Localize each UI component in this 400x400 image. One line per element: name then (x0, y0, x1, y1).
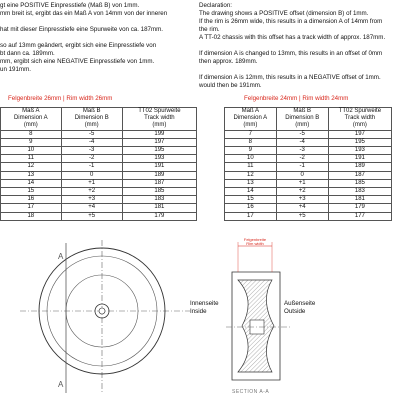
table-cell: 15 (225, 196, 277, 204)
table-row (1, 163, 197, 171)
table-row (225, 147, 392, 155)
table-cell: 0 (276, 171, 328, 179)
english-line: A TT-02 chassis with this offset has a track width of approx. 187mm. (199, 34, 386, 41)
table-cell: -3 (276, 147, 328, 155)
table-row (225, 212, 392, 220)
table-cell: -5 (61, 130, 122, 138)
table-cell: 195 (328, 138, 391, 146)
table-header-row (1, 108, 197, 131)
table-cell: 187 (122, 179, 196, 187)
table-row (1, 147, 197, 155)
german-line: gt eine POSITIVE Einpresstiefe (Maß B) von 1mm. (0, 2, 140, 9)
table-cell: 12 (1, 163, 62, 171)
table-cell: 187 (328, 171, 391, 179)
table-cell: 9 (225, 147, 277, 155)
table-cell: -2 (61, 155, 122, 163)
table-cell: -2 (276, 155, 328, 163)
table-row (1, 179, 197, 187)
table-cell: 16 (225, 204, 277, 212)
table-cell: +4 (61, 204, 122, 212)
german-line: so auf 13mm geändert, ergibt sich eine Einpresstiefe von (0, 42, 157, 49)
table-cell: -1 (61, 163, 122, 171)
table-cell: +1 (61, 179, 122, 187)
rim-width-label: Felgenbreite Rim width (243, 237, 267, 246)
table-cell: +5 (276, 212, 328, 220)
table-cell: 189 (122, 171, 196, 179)
english-line: the rim. (199, 26, 220, 33)
table-cell: -1 (276, 163, 328, 171)
table-cell: 193 (122, 155, 196, 163)
table-cell: 183 (122, 196, 196, 204)
wheel-front-view (0, 235, 200, 400)
german-line: mm breit ist, ergibt das ein Maß A von 14mm von der inneren (0, 10, 168, 17)
table-right-caption: Felgenbreite 24mm | Rim width 24mm (244, 95, 349, 102)
table-cell: 13 (225, 179, 277, 187)
table-cell: 185 (328, 179, 391, 187)
english-line: then approx. 189mm. (199, 58, 258, 65)
table-left-caption: Felgenbreite 26mm | Rim width 26mm (8, 95, 113, 102)
table-cell: +5 (61, 212, 122, 220)
english-line: Declaration: (199, 2, 233, 9)
table-cell: 14 (225, 188, 277, 196)
table-cell: 13 (1, 171, 62, 179)
table-cell: 181 (328, 196, 391, 204)
table-cell: 197 (122, 138, 196, 146)
table-header-row (225, 108, 392, 131)
table-row (225, 188, 392, 196)
table-cell: -5 (276, 130, 328, 138)
inside-label: Innenseite Inside (190, 300, 219, 315)
table-cell: 185 (122, 188, 196, 196)
table-cell: 179 (328, 204, 391, 212)
table-row (1, 196, 197, 204)
table-right (224, 107, 392, 221)
section-marker-top: A (58, 252, 64, 261)
german-line: un 191mm. (0, 66, 31, 73)
table-cell: -3 (61, 147, 122, 155)
english-line: The drawing shows a POSITIVE offset (dimension B) of 1mm. (199, 10, 369, 17)
table-row (1, 155, 197, 163)
table-cell: 191 (328, 155, 391, 163)
table-cell: 18 (1, 212, 62, 220)
table-cell: 191 (122, 163, 196, 171)
table-cell: +4 (276, 204, 328, 212)
table-cell: 193 (328, 147, 391, 155)
table-cell: -4 (276, 138, 328, 146)
table-cell: 197 (328, 130, 391, 138)
english-line: If dimension A is changed to 13mm, this results in an offset of 0mm (199, 50, 383, 57)
table-cell: 177 (328, 212, 391, 220)
table-row (1, 138, 197, 146)
table-row (1, 130, 197, 138)
table-row (1, 204, 197, 212)
english-line: If dimension A is 12mm, this results in a NEGATIVE offset of 1mm. (199, 74, 381, 81)
table-cell: +2 (61, 188, 122, 196)
german-line: hat mit dieser Einpresstiefe eine Spurweite von ca. 187mm. (0, 26, 164, 33)
english-line: would then be 191mm. (199, 82, 262, 89)
table-cell: 11 (1, 155, 62, 163)
table-cell: 7 (225, 130, 277, 138)
table-cell: 179 (122, 212, 196, 220)
table-cell: 189 (328, 163, 391, 171)
table-cell: 0 (61, 171, 122, 179)
table-cell: 183 (328, 188, 391, 196)
table-cell: +2 (276, 188, 328, 196)
table-cell: 16 (1, 196, 62, 204)
table-cell: 8 (1, 130, 62, 138)
table-header-cell: TT02 Spurweite Track width (mm) (122, 108, 196, 131)
table-cell: 10 (225, 155, 277, 163)
table-row (225, 204, 392, 212)
table-cell: 181 (122, 204, 196, 212)
table-cell: 11 (225, 163, 277, 171)
english-line: If the rim is 26mm wide, this results in a dimension A of 14mm from (199, 18, 383, 25)
table-cell: +1 (276, 179, 328, 187)
table-cell: 12 (225, 171, 277, 179)
table-row (225, 179, 392, 187)
table-row (225, 155, 392, 163)
table-cell: 14 (1, 179, 62, 187)
table-cell: 9 (1, 138, 62, 146)
table-header-cell: Maß A Dimension A (mm) (225, 108, 277, 131)
german-line: mm, ergibt sich eine NEGATIVE Einpresstiefe von 1mm. (0, 58, 155, 65)
table-cell: -4 (61, 138, 122, 146)
table-row (1, 188, 197, 196)
table-header-cell: Maß A Dimension A (mm) (1, 108, 62, 131)
table-header-cell: Maß B Dimension B (mm) (61, 108, 122, 131)
table-row (225, 163, 392, 171)
table-cell: 199 (122, 130, 196, 138)
table-cell: 10 (1, 147, 62, 155)
table-row (225, 171, 392, 179)
table-cell: 195 (122, 147, 196, 155)
axle-hole (99, 308, 105, 314)
table-header-cell: Maß B Dimension B (mm) (276, 108, 328, 131)
table-cell: +3 (61, 196, 122, 204)
table-left (0, 107, 197, 221)
outside-label: Außenseite Outside (284, 300, 316, 315)
table-cell: 15 (1, 188, 62, 196)
german-line: bt dann ca. 189mm. (0, 50, 55, 57)
table-cell: 8 (225, 138, 277, 146)
section-marker-bottom: A (58, 380, 64, 389)
table-row (225, 138, 392, 146)
table-header-cell: TT02 Spurweite Track width (mm) (328, 108, 391, 131)
table-cell: 17 (1, 204, 62, 212)
table-row (225, 196, 392, 204)
table-row (1, 171, 197, 179)
table-row (225, 130, 392, 138)
table-cell: +3 (276, 196, 328, 204)
section-label: SECTION A-A (232, 389, 270, 395)
table-cell: 17 (225, 212, 277, 220)
table-row (1, 212, 197, 220)
